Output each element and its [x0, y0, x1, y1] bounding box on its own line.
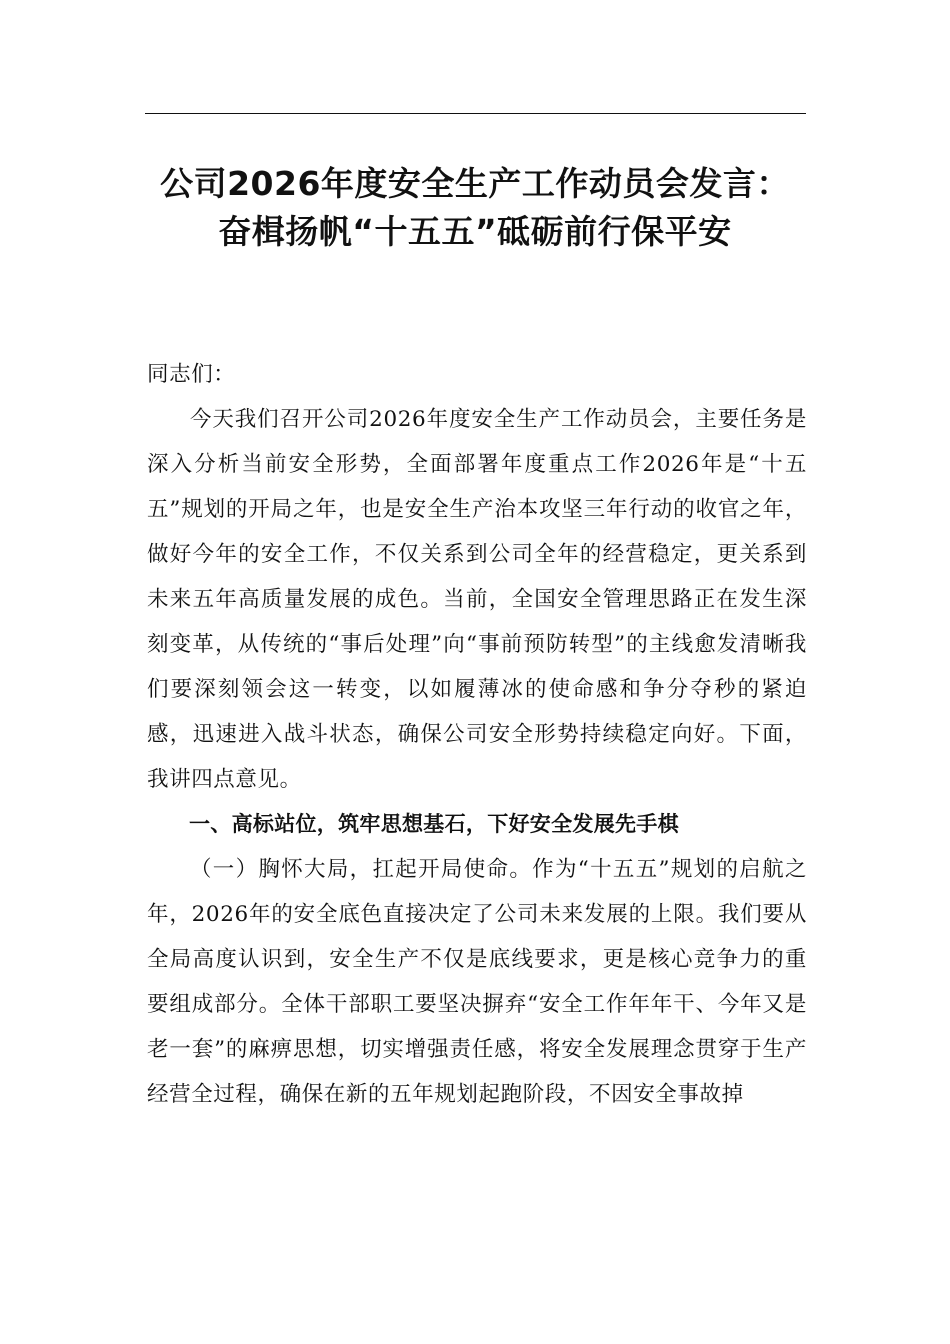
intro-paragraph: 今天我们召开公司2026年度安全生产工作动员会，主要任务是深入分析当前安全形势，全面部署年度重点工作2026年是“十五五”规划的开局之年，也是安全生产治本攻坚三年行动的收官之年，做好今年的安全工作，不仅关系到公司全年的经营稳定，更关系到未来五年高质量发展的成色。当前，全国安全管理思路正在发生深刻变革，从传统的“事后处理”向“事前预防转型”的主线愈发清晰我们要深刻领会这一转变，以如履薄冰的使命感和争分夺秒的紧迫感，迅速进入战斗状态，确保公司安全形势持续稳定向好。下面，我讲四点意见。 [147, 407, 807, 792]
document-body [147, 352, 807, 1117]
section-heading-1: 一、高标站位，筑牢思想基石，下好安全发展先手棋 [189, 812, 679, 836]
document-title [120, 160, 830, 256]
header-rule [145, 113, 806, 114]
title-line-1: 公司2026年度安全生产工作动员会发言： [160, 164, 790, 203]
title-line-2: 奋楫扬帆“十五五”砥砺前行保平安 [218, 212, 732, 251]
section-1-item-1: （一）胸怀大局，扛起开局使命。作为“十五五”规划的启航之年，2026年的安全底色直接决定了公司未来发展的上限。我们要从全局高度认识到，安全生产不仅是底线要求，更是核心竞争力的重要组成部分。全体干部职工要坚决摒弃“安全工作年年干、今年又是老一套”的麻痹思想，切实增强责任感，将安全发展理念贯穿于生产经营全过程，确保在新的五年规划起跑阶段，不因安全事故掉 [147, 857, 807, 1107]
salutation: 同志们： [147, 362, 236, 387]
